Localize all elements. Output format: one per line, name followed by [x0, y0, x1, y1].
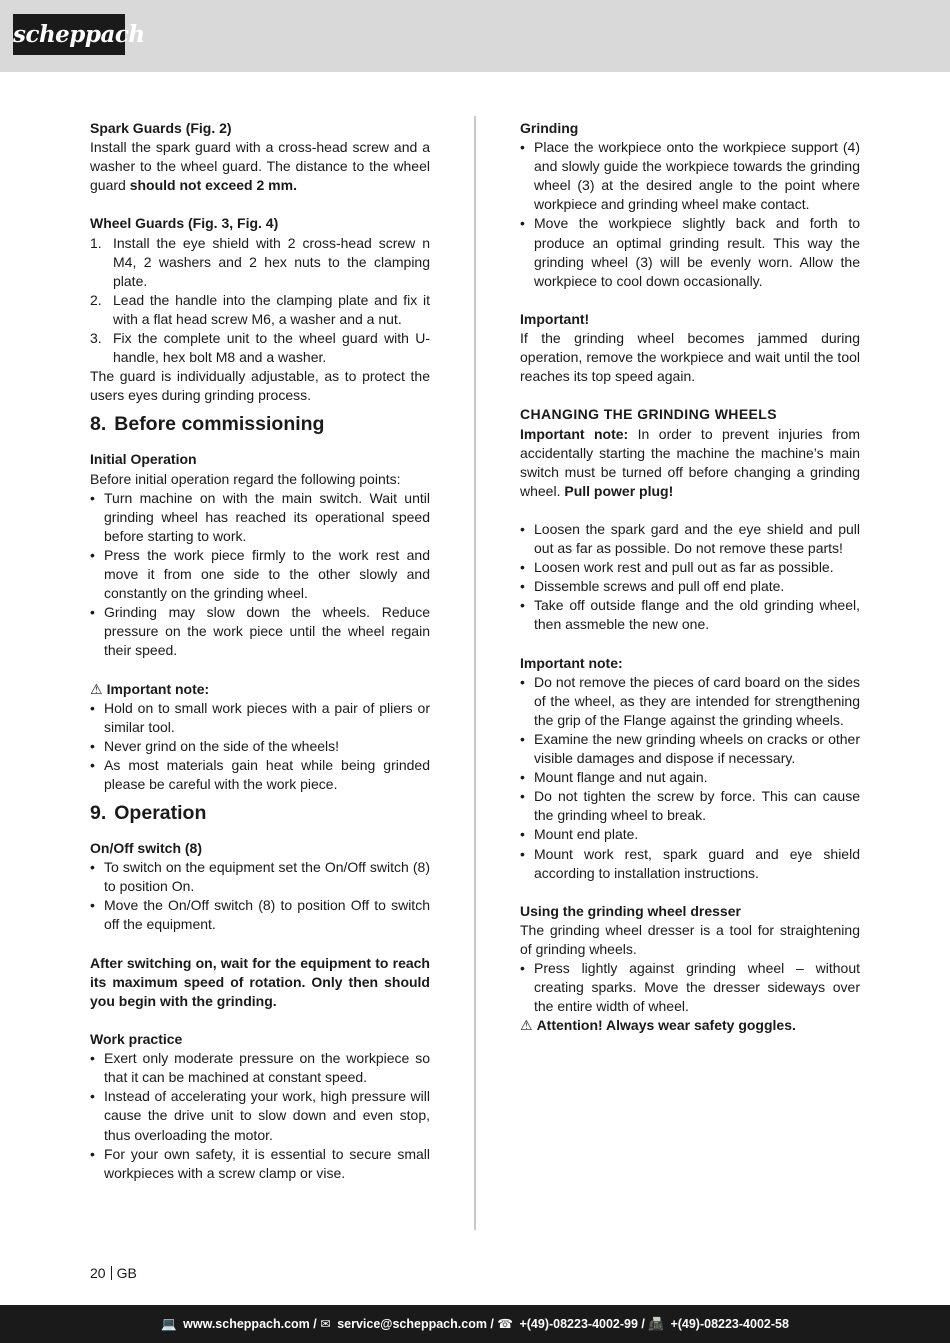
scheppach-logo: scheppach: [13, 14, 125, 55]
right-column: [520, 119, 860, 1036]
phone-icon: ☎: [497, 1317, 513, 1331]
important-heading: Important!: [520, 310, 590, 327]
list-item: • Loosen the spark gard and the eye shield and pull out as far as possible. Do not remove these parts!: [520, 520, 860, 558]
list-item: • Mount flange and nut again.: [520, 768, 860, 787]
initial-operation-list: [90, 489, 430, 661]
changing-wheels-text: Important note: In order to prevent injuries from accidentally starting the machine the machine’s main switch must be turned off before changing a grinding wheel. Pull power plug!: [520, 425, 861, 499]
wheel-guards-note: The guard is individually adjustable, as to protect the users eyes during grinding process.: [90, 368, 430, 404]
list-item: • Take off outside flange and the old grinding wheel, then assmeble the new one.: [520, 596, 860, 634]
list-item: • Grinding may slow down the wheels. Reduce pressure on the work piece until the wheel regain their speed.: [90, 603, 430, 660]
page-number: 20 GB: [90, 1265, 137, 1281]
mail-icon: ✉: [320, 1317, 331, 1331]
list-item: • Never grind on the side of the wheels!: [90, 737, 430, 756]
list-item: • Move the On/Off switch (8) to position Off to switch off the equipment.: [90, 896, 430, 934]
wheel-guards-heading: Wheel Guards (Fig. 3, Fig. 4): [90, 215, 279, 232]
list-item: • Do not remove the pieces of card board on the sides of the wheel, as they are intended for strengthening the grip of the Flange against the grinding wheels.: [520, 673, 860, 730]
list-item: • Mount work rest, spark guard and eye shield according to installation instructions.: [520, 845, 860, 883]
on-off-switch-list: [90, 858, 430, 934]
grinding-list: [520, 138, 860, 291]
dresser-list: [520, 959, 860, 1016]
list-item: • Dissemble screws and pull off end plate.: [520, 577, 860, 596]
warning-icon: ⚠: [520, 1017, 533, 1034]
website-link[interactable]: www.scheppach.com /: [183, 1317, 317, 1331]
changing-wheels-list: [520, 520, 860, 635]
list-item: • Loosen work rest and pull out as far as possible.: [520, 558, 860, 577]
fax-number: +(49)-08223-4002-58: [670, 1317, 789, 1331]
spark-guards-text: Install the spark guard with a cross-head screw and a washer to the wheel guard. The distance to the wheel guard should not exceed 2 mm.: [90, 139, 430, 194]
spark-guards-heading: Spark Guards (Fig. 2): [90, 120, 232, 136]
list-item: • Exert only moderate pressure on the workpiece so that it can be machined at constant speed.: [90, 1049, 430, 1087]
important-note-heading: ⚠ Important note:: [90, 680, 430, 699]
list-item: 1. Install the eye shield with 2 cross-head screw n M4, 2 washers and 2 hex nuts to the clamping plate.: [90, 234, 430, 289]
list-item: • Hold on to small work pieces with a pair of pliers or similar tool.: [90, 699, 430, 737]
warning-icon: ⚠: [90, 680, 103, 697]
list-item: • Instead of accelerating your work, high pressure will cause the drive unit to slow down and even stop, thus overloading the motor.: [90, 1087, 430, 1144]
important-text: If the grinding wheel becomes jammed during operation, remove the workpiece and wait until the tool reaches its top speed again.: [520, 330, 860, 385]
list-item: • As most materials gain heat while being grinded please be careful with the work piece.: [90, 756, 430, 794]
list-item: • To switch on the equipment set the On/Off switch (8) to position On.: [90, 858, 430, 896]
dresser-text: The grinding wheel dresser is a tool for straightening of grinding wheels.: [520, 921, 860, 958]
important-note-list-2: [520, 673, 860, 883]
important-note-list: [90, 699, 430, 794]
dresser-heading: Using the grinding wheel dresser: [520, 902, 741, 919]
email-link[interactable]: service@scheppach.com /: [337, 1317, 494, 1331]
wheel-guards-steps: [90, 234, 430, 368]
initial-operation-heading: Initial Operation: [90, 451, 197, 468]
fax-icon: 📠: [648, 1317, 664, 1331]
left-column: [90, 119, 430, 1183]
list-item: • Press lightly against grinding wheel – without creating sparks. Move the dresser sideways over the entire width of wheel.: [520, 959, 860, 1016]
separator: [111, 1266, 112, 1280]
list-item: • For your own safety, it is essential to secure small workpieces with a screw clamp or vise.: [90, 1145, 430, 1183]
list-item: • Move the workpiece slightly back and forth to produce an optimal grinding result. This way the grinding wheel (3) will be evenly worn. Allow the workpiece to cool down occasionally.: [520, 214, 860, 290]
list-item: • Do not tighten the screw by force. This can cause the grinding wheel to break.: [520, 787, 860, 825]
section-heading-before-commissioning: 8. Before commissioning: [90, 413, 325, 436]
important-note-heading-2: Important note:: [520, 654, 623, 671]
initial-operation-intro: Before initial operation regard the following points:: [90, 470, 401, 487]
list-item: • Press the work piece firmly to the work rest and move it from one side to the other slowly and constantly on the grinding wheel.: [90, 546, 430, 603]
page-header: [0, 0, 950, 72]
column-divider: [474, 116, 476, 1230]
list-item: • Mount end plate.: [520, 825, 860, 844]
attention-note: ⚠ Attention! Always wear safety goggles.: [520, 1016, 860, 1035]
work-practice-list: [90, 1049, 430, 1183]
grinding-heading: Grinding: [520, 120, 579, 136]
computer-icon: 💻: [161, 1317, 177, 1331]
list-item: 3. Fix the complete unit to the wheel guard with U-handle, hex bolt M8 and a washer.: [90, 330, 430, 366]
list-item: • Place the workpiece onto the workpiece support (4) and slowly guide the workpiece towards the grinding wheel (3) at the desired angle to the point where workpiece and grinding wheel make contact.: [520, 138, 860, 214]
list-item: 2. Lead the handle into the clamping plate and fix it with a flat head screw M6, a washer and a nut.: [90, 291, 430, 327]
work-practice-heading: Work practice: [90, 1031, 183, 1048]
on-off-switch-heading: On/Off switch (8): [90, 840, 202, 857]
list-item: • Examine the new grinding wheels on cracks or other visible damages and dispose if necessary.: [520, 730, 860, 768]
page-footer: [0, 1305, 950, 1343]
list-item: • Turn machine on with the main switch. Wait until grinding wheel has reached its operational speed before starting to work.: [90, 489, 430, 546]
after-switching-note: After switching on, wait for the equipment to reach its maximum speed of rotation. Only then should you begin with the grinding.: [90, 954, 430, 1009]
section-heading-operation: 9. Operation: [90, 802, 207, 825]
changing-wheels-heading: CHANGING THE GRINDING WHEELS: [520, 406, 777, 423]
phone-number: +(49)-08223-4002-99 /: [519, 1317, 645, 1331]
